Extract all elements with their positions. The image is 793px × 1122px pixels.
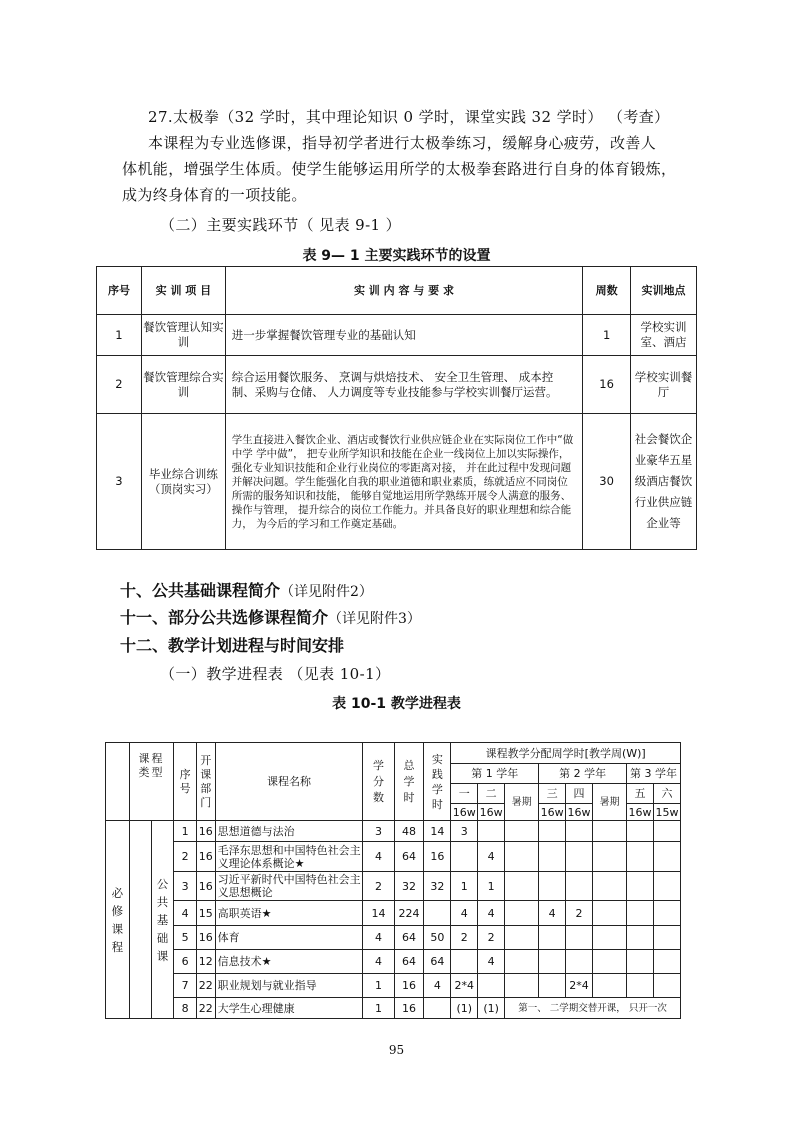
- header-cell: 学分数: [363, 743, 394, 821]
- row-content: 综合运用餐饮服务、 烹调与烘焙技术、 安全卫生管理、 成本控制、采购与仓储、 人力调度等专业技能参与学校实训餐厅运营。: [225, 356, 582, 414]
- category-cell: 必修课程: [106, 821, 130, 1019]
- table-row: 4 15 高职英语★ 14 224 4 4 4 2: [106, 901, 681, 926]
- header-cell: 课程类型: [129, 743, 173, 821]
- header-cell: 实训地点: [631, 267, 697, 315]
- subheading: （一）教学进程表 （见表 10-1）: [160, 665, 391, 683]
- row-weeks: 16: [583, 356, 631, 414]
- term-header: 五: [627, 784, 654, 804]
- row-item: 餐饮管理综合实训: [141, 356, 225, 414]
- course-title: 27.太极拳（32 学时，其中理论知识 0 学时，课堂实践 32 学时） （考查）: [148, 108, 670, 126]
- table-row: 2 16 毛泽东思想和中国特色社会主义理论体系概论★ 4 64 16 4: [106, 842, 681, 872]
- table-row: 必修课程 公共基础课 1 16 思想道德与法治 3 48 14 3: [106, 821, 681, 842]
- term-header: 三: [539, 784, 566, 804]
- table-row: 6 12 信息技术★ 4 64 64 4: [106, 950, 681, 974]
- row-place: 社会餐饮企业豪华五星级酒店餐饮行业供应链企业等: [631, 414, 697, 550]
- row-weeks: 1: [583, 315, 631, 356]
- row-content: 学生直接进入餐饮企业、酒店或餐饮行业供应链企业在实际岗位工作中“做中学 学中做”， 把专业所学知识和技能在企业一线岗位上加以实际操作， 强化专业知识技能和企业行业岗位的零距离对接， 并在此过程中发现问题并解决问题。学生能强化自我的职业道德和职业素质，练就适应不同岗位所需的服务知识和技能， 能够自觉地运用所学熟练开展令人满意的服务、操作与管理， 提升综合的岗位工作能力。并具备良好的职业理想和综合能力， 为今后的学习和工作奠定基础。: [225, 414, 582, 550]
- header-cell: 实 训 内 容 与 要 求: [225, 267, 582, 315]
- term-header: 二: [478, 784, 505, 804]
- section-note: （详见附件2）: [280, 584, 373, 600]
- practice-table: [96, 266, 697, 550]
- header-cell: 开课部门: [197, 743, 216, 821]
- table-caption: 表 10-1 教学进程表: [332, 696, 461, 712]
- header-cell: 周数: [583, 267, 631, 315]
- table-caption: 表 9— 1 主要实践环节的设置: [302, 248, 491, 264]
- week-header: 16w: [628, 805, 652, 819]
- term-header: 六: [653, 784, 680, 804]
- week-header: 16w: [540, 805, 564, 819]
- subheading: （二）主要实践环节（ 见表 9-1 ）: [160, 216, 402, 234]
- row-item: 餐饮管理认知实训: [141, 315, 225, 356]
- header-cell: 实 训 项 目: [141, 267, 225, 315]
- table-row: [97, 315, 697, 356]
- table-header-row: [106, 743, 681, 764]
- row-place: 学校实训室、酒店: [631, 315, 697, 356]
- section-heading: [120, 605, 421, 628]
- term-header: 四: [566, 784, 593, 804]
- header-cell: 序号: [97, 267, 142, 315]
- row-item: 毕业综合训练（顶岗实习）: [141, 414, 225, 550]
- section-title: 十一、部分公共选修课程简介: [120, 608, 329, 627]
- header-cell: 课程名称: [215, 743, 363, 821]
- term-header: 暑期: [505, 784, 539, 821]
- year-header: 第 2 学年: [539, 764, 627, 784]
- table-row: 8 22 大学生心理健康 1 16 (1) (1) 第一、 二学期交替开课， 只开一次: [106, 998, 681, 1019]
- header-cell: 课程教学分配周学时[教学周(W)]: [451, 743, 681, 764]
- table-row: 5 16 体育 4 64 50 2 2: [106, 926, 681, 950]
- term-header: 暑期: [592, 784, 626, 821]
- year-header: 第 3 学年: [627, 764, 681, 784]
- header-cell: 总学时: [394, 743, 424, 821]
- row-place: 学校实训餐厅: [631, 356, 697, 414]
- section-title: 十、公共基础课程简介: [120, 581, 281, 600]
- page-number: 95: [388, 1043, 405, 1057]
- week-header: 16w: [479, 805, 503, 819]
- week-header: 16w: [452, 805, 476, 819]
- header-cell: 实践学时: [424, 743, 451, 821]
- row-weeks: 30: [583, 414, 631, 550]
- section-heading: [120, 578, 373, 601]
- row-content: 进一步掌握餐饮管理专业的基础认知: [225, 315, 582, 356]
- row-no: 1: [97, 315, 142, 356]
- row-no: 3: [97, 414, 142, 550]
- paragraph-line: 本课程为专业选修课，指导初学者进行太极拳练习，缓解身心疲劳，改善人: [148, 134, 657, 152]
- paragraph-line: 体机能，增强学生体质。使学生能够运用所学的太极拳套路进行自身的体育锻炼，: [122, 160, 677, 178]
- header-blank: [106, 743, 130, 821]
- table-header-row: [97, 267, 697, 315]
- header-cell: 序号: [174, 743, 197, 821]
- week-header: 16w: [567, 805, 591, 819]
- table-row: 3 16 习近平新时代中国特色社会主义思想概论 2 32 32 1 1: [106, 872, 681, 901]
- year-header: 第 1 学年: [451, 764, 539, 784]
- paragraph-line: 成为终身体育的一项技能。: [122, 186, 307, 204]
- section-note: （详见附件3）: [328, 611, 421, 627]
- table-row: [97, 356, 697, 414]
- category-cell: 公共基础课: [129, 821, 173, 1019]
- row-no: 2: [97, 356, 142, 414]
- row-note: 第一、 二学期交替开课， 只开一次: [505, 998, 681, 1019]
- schedule-table: [105, 742, 681, 1019]
- table-row: [97, 414, 697, 550]
- section-heading: 十二、教学计划进程与时间安排: [120, 636, 345, 655]
- week-header: 15w: [653, 804, 680, 821]
- term-header: 一: [451, 784, 478, 804]
- table-row: 7 22 职业规划与就业指导 1 16 4 2*4 2*4: [106, 974, 681, 998]
